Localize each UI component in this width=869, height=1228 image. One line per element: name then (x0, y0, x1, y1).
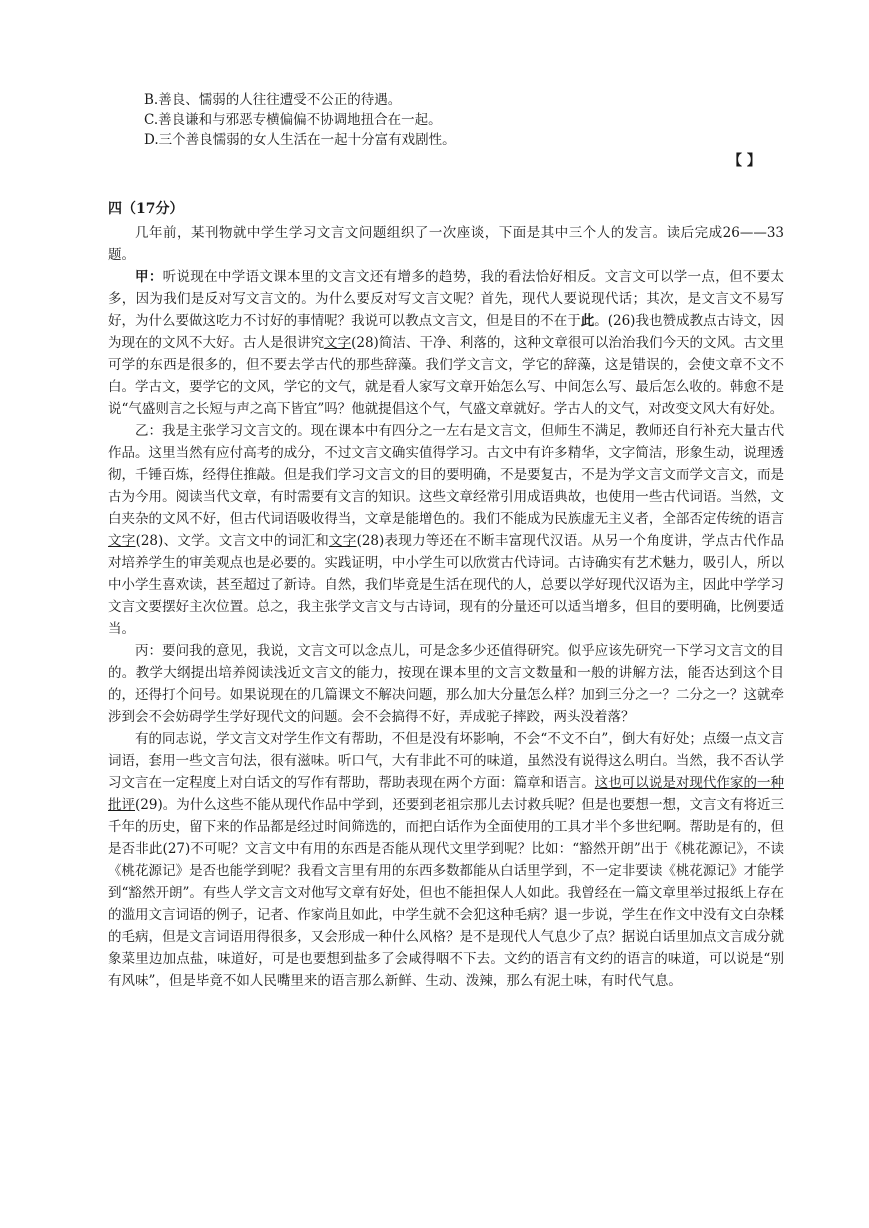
intro-paragraph: 几年前，某刊物就中学生学习文言文问题组织了一次座谈，下面是其中三个人的发言。读后完成26——33题。 (108, 225, 784, 263)
bold-ci: 此 (580, 313, 595, 329)
section-title: 四（17分） (108, 201, 184, 217)
speech-c-paragraph-1: 丙：要问我的意见，我说，文言文可以念点儿，可是念多少还值得研究。似乎应该先研究一下学习文言文的目的。教学大纲提出培养阅读浅近文言文的能力，按现在课本里的文言文数量和一般的讲解方法，能否达到这个目的，还得打个问号。如果说现在的几篇课文不解决问题，那么加大分量怎么样？加到三分之一？二分之一？这就牵涉到会不会妨碍学生学好现代文的问题。会不会搞得不好，弄成驼子摔跤，两头没着落？ (108, 643, 784, 725)
option-c: C.善良谦和与邪恶专横偏偏不协调地扭合在一起。 (144, 112, 442, 128)
speech-a-text-3: (28)简洁、干净、利落的，这种文章很可以治治我们今天的文风。古文里可学的东西是很多的，但不要去学古代的那些辞藻。我们学文言文，学它的辞藻，这是错误的，会使文章不文不白。学古文，要学它的文风，学它的文气，就是看人家写文章开始怎么写、中间怎么写、最后怎么收的。韩愈不是说“气盛则言之长短与声之高下皆宜”吗？他就提倡这个气，气盛文章就好。学古人的文气，对改变文风大有好处。 (108, 335, 784, 417)
option-b: B.善良、懦弱的人往往遭受不公正的待遇。 (144, 92, 402, 108)
underlined-piping: 这也可以说是对现代作家的一种批评 (108, 775, 784, 813)
speech-b-paragraph (108, 420, 784, 640)
speech-a-paragraph (108, 266, 784, 420)
speech-b-text-1: 乙：我是主张学习文言文的。现在课本中有四分之一左右是文言文，但师生不满足，教师还自行补充大量古代作品。这里当然有应付高考的成分，不过文言文确实值得学习。古文中有许多精华，文字简洁，形象生动，说理透彻，千锤百炼，经得住推敲。但是我们学习文言文的目的要明确，不是要复古，不是为学文言文而学文言文，而是古为今用。阅读当代文章，有时需要有文言的知识。这些文章经常引用成语典故，也使用一些古代词语。当然，文白夹杂的文风不好，但古代词语吸收得当，文章是能增色的。我们不能成为民族虚无主义者，全部否定传统的语言 (108, 423, 784, 527)
option-d: D.三个善良懦弱的女人生活在一起十分富有戏剧性。 (144, 132, 456, 148)
speaker-a: 甲： (135, 269, 163, 285)
underlined-wenzi: 文字 (324, 335, 352, 351)
speech-b-text-2: (28)、文学。文言文中的词汇和 (135, 533, 329, 549)
speech-b-text-3: (28)表现力等还在不断丰富现代汉语。从另一个角度讲，学点古代作品对培养学生的审美观点也是必要的。实践证明，中小学生可以欣赏古代诗词。古诗确实有艺术魅力，吸引人，所以中小学生喜欢读，甚至超过了新诗。自然，我们毕竟是生活在现代的人，总要以学好现代汉语为主，因此中学学习文言文要摆好主次位置。总之，我主张学文言文与古诗词，现有的分量还可以适当增多，但目的要明确，比例要适当。 (108, 533, 785, 637)
speech-a-text-1: 听说现在中学语文课本里的文言文还有增多的趋势，我的看法恰好相反。文言文可以学一点，但不要太多，因为我们是反对写文言文的。为什么要反对写文言文呢？首先，现代人要说现代话；其次，是文言文不易写好，为什么要做这吃力不讨好的事情呢？我说可以教点文言文，但是目的不在于 (108, 269, 785, 329)
speech-a-text-2: 。(26)我也赞成教点古诗文，因为现在的文风不大好。古人是很讲究 (108, 313, 785, 351)
speech-c-text-2: (29)。为什么这些不能从现代作品中学到，还要到老祖宗那儿去讨救兵呢？但是也要想一想，文言文有将近三千年的历史，留下来的作品都是经过时间筛选的，而把白话作为全面使用的工具才半个多世纪啊。帮助是有的，但是否非此(27)不可呢？文言文中有用的东西是否能从现代文里学到呢？比如：“豁然开朗”出于《桃花源记》，不读《桃花源记》是否也能学到呢？我看文言里有用的东西多数都能从白话里学到，不一定非要读《桃花源记》才能学到“豁然开朗”。有些人学文言文对他写文章有好处，但也不能担保人人如此。我曾经在一篇文章里举过报纸上存在的滥用文言词语的例子，记者、作家尚且如此，中学生就不会犯这种毛病？退一步说，学生在作文中没有文白杂糅的毛病，但是文言词语用得很多，又会形成一种什么风格？是不是现代人气息少了点？据说白话里加点文言成分就象菜里边加点盐，味道好，可是也要想到盐多了会咸得咽不下去。文约的语言有文约的语言的味道，可以说是“别有风味”，但是毕竟不如人民嘴里来的语言那么新鲜、生动、泼辣，那么有泥土味，有时代气息。 (108, 797, 784, 989)
underlined-wenzi: 文字 (328, 533, 357, 549)
speech-c-text-1: 有的同志说，学文言文对学生作文有帮助，不但是没有坏影响，不会“不文不白”，倒大有好处；点缀一点文言词语，套用一些文言句法，很有滋味。听口气，大有非此不可的味道，虽然没有说得这么明白。当然，我不否认学习文言在一定程度上对白话文的写作有帮助，帮助表现在两个方面：篇章和语言。 (108, 731, 784, 791)
speech-c-paragraph-2 (108, 728, 784, 992)
answer-bracket: 【 】 (728, 153, 761, 169)
underlined-wenzi: 文字 (108, 533, 136, 549)
passage (108, 222, 784, 992)
